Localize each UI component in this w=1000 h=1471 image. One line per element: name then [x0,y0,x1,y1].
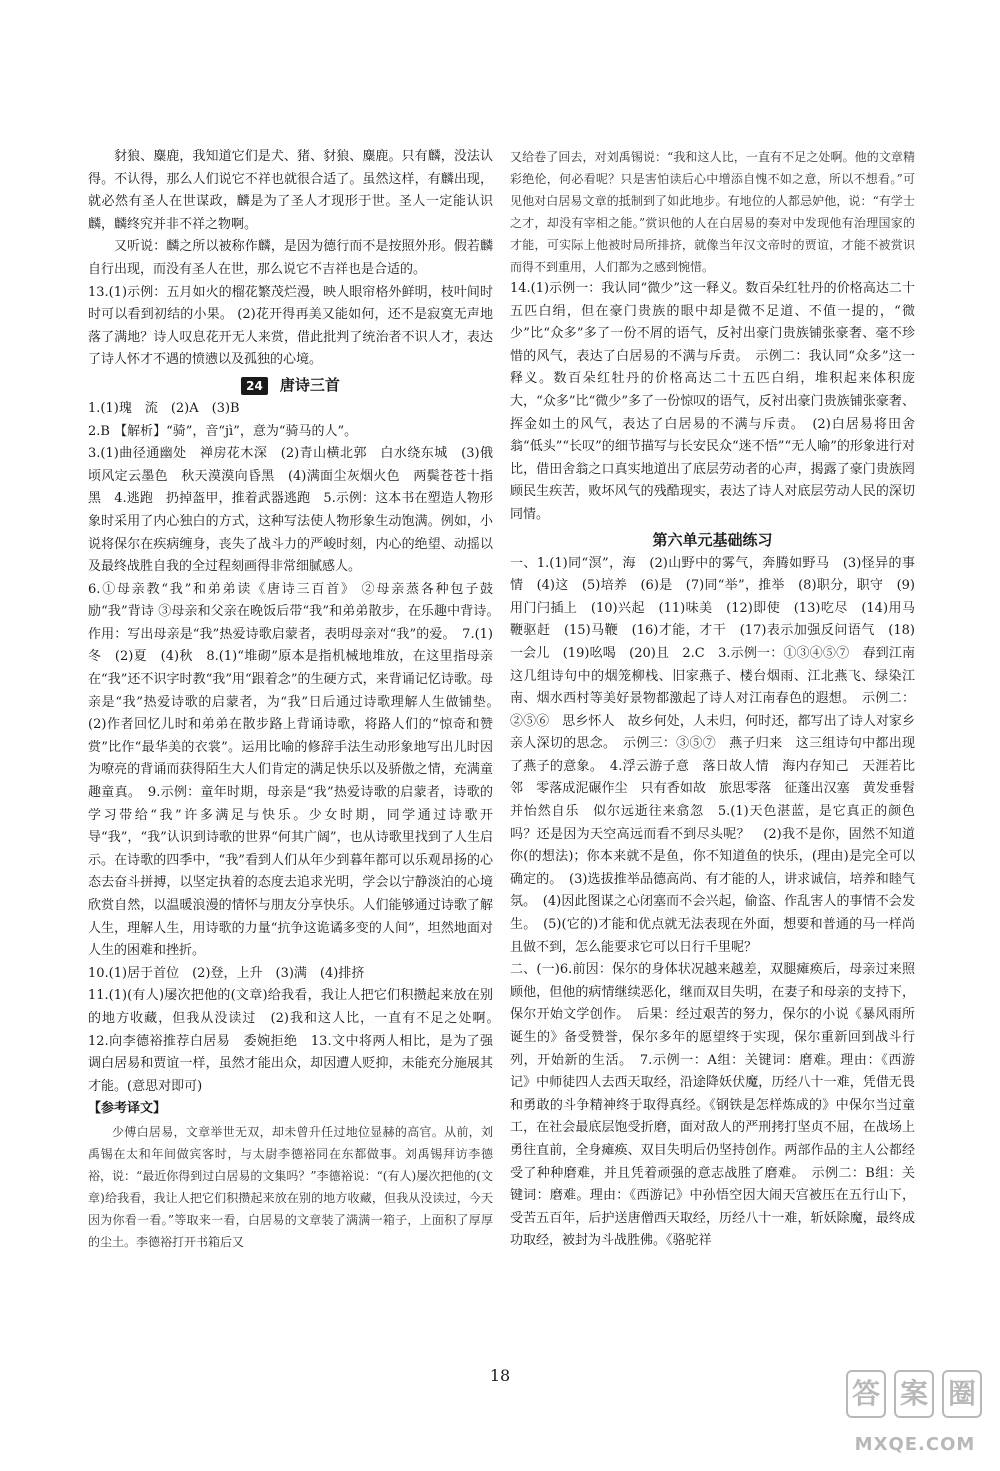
answer-13: 13.(1)示例：五月如火的榴花繁茂烂漫，映人眼帘格外鲜明，枝叶间时时可以看到初结的小果。 (2)花开得再美又能如何，还不是寂寞无声地落了满地？诗人叹息花开无人来赏，借此批判了统治者不识人才，表达了诗人怀才不遇的愤懑以及孤独的心境。 [88,284,493,368]
answer-1: 1.(1)瑰 流 (2)A (3)B [88,400,240,416]
answer-14: 14.(1)示例一：我认同“微少”这一释义。数百朵红牡丹的价格高达二十五匹白绢，但在豪门贵族的眼中却是微不足道、不值一提的，“微少”比“众多”多了一份不屑的语气，反衬出豪门贵族铺张豪奢、毫不珍惜的风气，表达了白居易的不满与斥责。 示例二：我认同“众多”这一释义。数百朵红牡丹的价格高达二十五匹白绢，堆积起来体积庞大，“众多”比“微少”多了一份惊叹的语气，反衬出豪门贵族铺张豪奢、挥金如土的风气，表达了白居易的不满与斥责。 (2)白居易将田舍翁“低头”“长叹”的细节描写与长安民众“迷不悟”“无人喻”的形象进行对比，借田舍翁之口真实地道出了底层劳动者的心声，揭露了豪门贵族罔顾民生疾苦，败坏风气的残酷现实，表达了诗人对底层劳动人民的深切同情。 [510,281,915,522]
answer-10: 10.(1)居于首位 (2)登，上升 (3)满 (4)排挤 [88,965,365,981]
section-heading [88,372,493,398]
watermark-char: 圈 [942,1370,982,1418]
watermark-char: 答 [846,1370,886,1418]
unit-title: 第六单元基础练习 [652,530,773,549]
reference-translation: 少傅白居易，文章举世无双，却未曾升任过地位显赫的高官。从前，刘禹锡在太和年间做宾客时，与太尉李德裕同在东都做事。刘禹锡拜访李德裕，说：“最近你得到过白居易的文集吗？”李德裕说：“(有人)屡次把他的(文章)给我看，我让人把它们积攒起来放在别的地方收藏，但我从没读过，今天因为你看一看。”等取来一看，白居易的文章装了满满一箱子，上面积了厚厚的尘土。李德裕打开书箱后又 [88,1124,493,1249]
right-column [510,146,929,1253]
answer-11-13: 11.(1)(有人)屡次把他的(文章)给我看，我让人把它们积攒起来放在别的地方收藏，但我从没读过 (2)我和这人比，一直有不足之处啊。 12.向李德裕推荐白居易 委婉拒绝 13.文中将两人相比，是为了强调白居易和贾谊一样，虽然才能出众，却因遭人贬抑，未能充分施展其才能。(意思对即可) [88,988,507,1094]
watermark-url: MXQE.COM [854,1434,976,1455]
answer-6-9: 6.①母亲教“我”和弟弟读《唐诗三百首》 ②母亲蒸各种包子鼓励“我”背诗 ③母亲和父亲在晚饭后带“我”和弟弟散步，在乐趣中背诗。 作用：写出母亲是“我”热爱诗歌启蒙者，表明母亲对“我”的爱。 7.(1)冬 (2)夏 (4)秋 8.(1)“堆砌”原本是指机械地堆放，在这里指母亲在“我”还不识字时教“我”用“跟着念”的生硬方式，来背诵记忆诗歌。母亲是“我”热爱诗歌的启蒙者，为“我”日后通过诗歌理解人生做铺垫。 (2)作者回忆儿时和弟弟在散步路上背诵诗歌，将路人们的“惊奇和赞赏”比作“最华美的衣裳”。运用比喻的修辞手法生动形象地写出儿时因为嘹亮的背诵而获得陌生大人们肯定的满足快乐以及骄傲之情，充满童趣童真。 9.示例：童年时期，母亲是“我”热爱诗歌的启蒙者，诗歌的学习带给“我”许多满足与快乐。少女时期，同学通过诗歌开导“我”，“我”认识到诗歌的世界“何其广阔”，也从诗歌里找到了人生启示。在诗歌的四季中，“我”看到人们从年少到暮年都可以乐观昂扬的心态去奋斗拼搏，以坚定执着的态度去追求光明，学会以宁静淡泊的心境欣赏自然，以温暖浪漫的情怀与朋友分享快乐。人们能够通过诗歌了解人生，理解人生，用诗歌的力量“抗争这诡谲多变的人间”，坦然地面对人生的困难和挫折。 [88,581,507,959]
unit-part-2: 二、(一)6.前因：保尔的身体状况越来越差，双腿瘫痪后，母亲过来照顾他，但他的病情继续恶化，继而双目失明，在妻子和母亲的支持下，保尔开始文学创作。 后果：经过艰苦的努力，保尔的小说《暴风雨所诞生的》备受赞誉，保尔多年的愿望终于实现，保尔重新回到战斗行列，开始新的生活。 7.示例一：A组：关键词：磨难。理由：《西游记》中师徒四人去西天取经，沿途降妖伏魔，历经八十一难，凭借无畏和勇敢的斗争精神终于取得真经。《钢铁是怎样炼成的》中保尔当过童工，在社会最底层饱受折磨，面对敌人的严刑拷打坚贞不屈，在战场上勇往直前，全身瘫痪、双目失明后仍坚持创作。两部作品的主人公都经受了种种磨难，并且凭着顽强的意志战胜了磨难。 示例二：B组：关键词：磨难。理由：《西游记》中孙悟空因大闹天宫被压在五行山下，受苦五百年，后护送唐僧西天取经，历经八十一难，斩妖除魔，最终成功取经，被封为斗战胜佛。《骆驼祥 [510,962,915,1249]
answer-3-5: 3.(1)曲径通幽处 禅房花木深 (2)青山横北郭 白水绕东城 (3)俄顷风定云墨色 秋天漠漠向昏黑 (4)满面尘灰烟火色 两鬓苍苍十指黑 4.逃跑 扔掉盔甲，推着武器逃跑 5.示例：这本书在塑造人物形象时采用了内心独白的方式，这种写法使人物形象生动饱满。例如，小说将保尔在疾病缠身，丧失了战斗力的严峻时刻，内心的绝望、动摇以及最终战胜自我的全过程刻画得非常细腻感人。 [88,446,493,575]
section-title: 唐诗三首 [279,375,340,394]
section-number-badge: 24 [241,377,268,395]
unit-part-1: 一、1.(1)同“溟”，海 (2)山野中的雾气，奔腾如野马 (3)怪异的事情 (4)这 (5)培养 (6)是 (7)同“举”，推举 (8)职分，职守 (9)用门闩插上 (10)兴起 (11)味美 (12)即使 (13)吃尽 (14)用马鞭驱赶 (15)马鞭 (16)才能，才干 (17)表示加强反问语气 (18)一会儿 (19)吆喝 (20)且 2.C 3.示例一：①③④⑤⑦ 春到江南 这几组诗句中的烟笼柳栈、旧家燕子、楼台烟雨、江北燕飞、绿染江南、烟水西村等美好景物都激起了诗人对江南春色的遐想。 示例二：②⑤⑥ 思乡怀人 故乡何处，人未归，何时还，都写出了诗人对家乡亲人深切的思念。 示例三：③⑤⑦ 燕子归来 这三组诗句中都出现了燕子的意象。 4.浮云游子意 落日故人情 海内存知己 天涯若比邻 零落成泥碾作尘 只有香如故 旅思零落 征蓬出汉塞 黄发垂髫 并怡然自乐 似尔远逝往来翕忽 5.(1)天色湛蓝，是它真正的颜色吗？还是因为天空高远而看不到尽头呢？ (2)我不是你，固然不知道你(的想法)；你本来就不是鱼，你不知道鱼的快乐，(理由)是完全可以确定的。 (3)选拔推举品德高尚、有才能的人，讲求诚信，培养和睦气氛。 (4)因此图谋之心闭塞而不会兴起，偷盗、作乱害人的事情不会发生。 (5)(它的)才能和优点就无法表现在外面，想要和普通的马一样尚且做不到，怎么能要求它可以日行千里呢？ [510,555,929,955]
passage-paragraph: 豺狼、麋鹿，我知道它们是犬、猪、豺狼、麋鹿。只有麟，没法认得。不认得，那么人们说它不祥也就很合适了。虽然这样，有麟出现，就必然有圣人在世谋政，麟是为了圣人才现形于世。圣人一定能认识麟，麟终究并非不祥之物啊。 [88,149,493,232]
page-number: 18 [489,1366,511,1385]
watermark-char: 案 [894,1370,934,1418]
watermark-logo [840,1370,990,1462]
left-column [88,146,507,1253]
passage-paragraph: 又听说：麟之所以被称作麟，是因为德行而不是按照外形。假若麟自行出现，而没有圣人在世，那么说它不吉祥也是合适的。 [88,239,493,277]
reference-translation-cont: 又给卷了回去，对刘禹锡说：“我和这人比，一直有不足之处啊。他的文章精彩绝伦，何必看呢？只是害怕读后心中增添自愧不如之意，所以不想看。”可见他对白居易文章的抵制到了如此地步。有地位的人都忌妒他，说：“有学士之才，却没有宰相之能。”赏识他的人在白居易的奏对中发现他有治理国家的才能，可实际上他被时局所排挤，就像当年汉文帝时的贾谊，才能不被赏识而得不到重用，人们都为之感到惋惜。 [510,150,915,274]
answer-2: 2.B 【解析】“骑”，音“jì”，意为“骑马的人”。 [88,423,358,439]
reference-translation-label: 【参考译文】 [88,1101,167,1117]
